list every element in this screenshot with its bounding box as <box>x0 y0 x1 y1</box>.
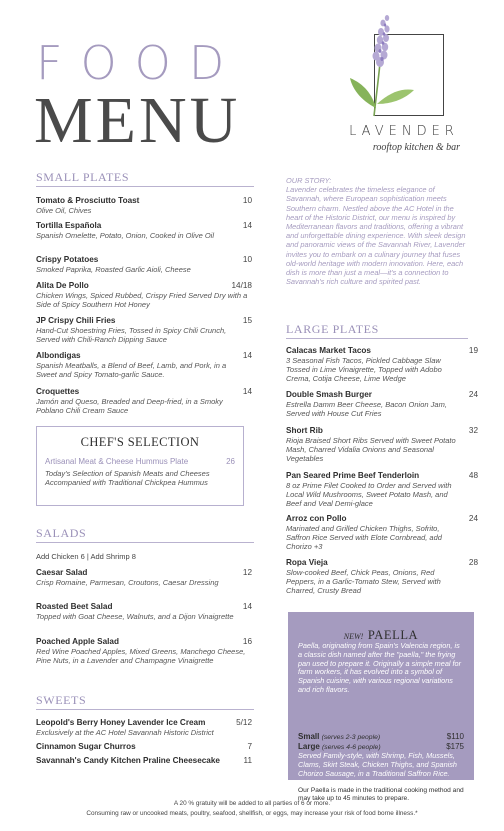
section-divider <box>286 338 468 339</box>
menu-item <box>36 351 252 380</box>
paella-large-price: $175 <box>446 742 464 751</box>
chefs-selection-box <box>36 426 244 506</box>
item-name: Crispy Potatoes <box>36 255 99 264</box>
item-name: Ropa Vieja <box>286 558 328 567</box>
item-name: Artisanal Meat & Cheese Hummus Plate <box>45 457 189 466</box>
item-name: Tomato & Prosciutto Toast <box>36 196 140 205</box>
menu-item <box>36 196 252 215</box>
menu-item <box>36 718 252 737</box>
item-desc: Olive Oil, Chives <box>36 206 92 215</box>
item-price: 7 <box>247 742 252 751</box>
menu-item <box>286 558 478 596</box>
item-desc: Red Wine Poached Apples, Mixed Greens, Manchego Cheese, Pine Nuts, in a Lavender and Champagne Vinaigrette <box>36 647 246 666</box>
item-price: 14 <box>242 221 252 230</box>
item-desc: Topped with Goat Cheese, Walnuts, and a Dijon Vinaigrette <box>36 612 234 621</box>
paella-desc: Paella, originating from Spain's Valencia region, is a classic dish named after the "paella," the frying pan used to prepare it. Originally a simple meal for farm workers, it has evolved into a symbol of Spanish cuisine, with various regional variations and rich flavors. <box>298 641 462 694</box>
item-price: 12 <box>242 568 252 577</box>
salad-addons: Add Chicken 6 | Add Shrimp 8 <box>36 552 136 561</box>
item-name: Tortilla Española <box>36 221 102 230</box>
item-price: 24 <box>468 390 478 399</box>
item-desc: 8 oz Prime Filet Cooked to Order and Served with Local Wild Mushrooms, Sweet Potato Mash, and Beef and Veal Demi-glace <box>286 481 452 509</box>
paella-large-label: Large <box>298 742 320 751</box>
brand-name: LAVENDER <box>349 124 459 139</box>
item-name: Short Rib <box>286 426 323 435</box>
section-divider <box>36 542 254 543</box>
small-plates-title: SMALL PLATES <box>36 170 130 184</box>
item-price: 48 <box>468 471 478 480</box>
brand-tagline: rooftop kitchen & bar <box>372 142 460 153</box>
item-desc: Slow-cooked Beef, Chick Peas, Onions, Red Peppers, in a Garlic-Tomato Stew, Served with Charred, Crusty Bread <box>286 568 441 596</box>
item-name: Alita De Pollo <box>36 281 89 290</box>
item-desc: Hand-Cut Shoestring Fries, Tossed in Spicy Chili Crunch, Served with Chili-Ranch Dipping Sauce <box>36 326 227 345</box>
item-name: Roasted Beet Salad <box>36 602 113 611</box>
food-warning: Consuming raw or uncooked meats, poultry, seafood, shellfish, or eggs, may increase your risk of food borne illness.* <box>86 810 418 817</box>
item-price: 10 <box>242 255 252 264</box>
menu-item <box>36 387 252 416</box>
item-desc: Marinated and Grilled Chicken Thighs, Sofrito, Saffron Rice Served with Elote Cornbread, add Chorizo +3 <box>286 524 442 552</box>
item-name: Croquettes <box>36 387 80 396</box>
menu-item <box>286 471 478 509</box>
item-name: Double Smash Burger <box>286 390 372 399</box>
item-price: 11 <box>243 756 252 765</box>
item-desc: Spanish Omelette, Potato, Onion, Cooked in Olive Oil <box>36 231 215 240</box>
salads-title: SALADS <box>36 526 87 540</box>
item-desc: Today's Selection of Spanish Meats and Cheeses Accompanied with Traditional Chickpea Hummus <box>45 469 210 488</box>
our-story-heading: OUR STORY: <box>286 176 332 185</box>
item-price: 10 <box>242 196 252 205</box>
item-desc: 3 Seasonal Fish Tacos, Pickled Cabbage Slaw Tossed in Lime Vinaigrette, Topped with Adobo Crema, Cotija Cheese, Lime Wedge <box>286 356 442 384</box>
paella-note: Our Paella is made in the traditional cooking method and may take up to 45 minutes to prepare. <box>298 787 464 803</box>
menu-item <box>36 637 252 666</box>
item-price: 14/18 <box>231 281 252 290</box>
lavender-flower-icon <box>330 8 440 118</box>
paella-small-note: (serves 2-3 people) <box>321 734 381 741</box>
item-name: JP Crispy Chili Fries <box>36 316 116 325</box>
menu-item <box>36 281 252 310</box>
item-desc: Exclusively at the AC Hotel Savannah Historic District <box>36 728 214 737</box>
menu-item <box>36 602 252 621</box>
item-name: Savannah's Candy Kitchen Praline Cheesecake <box>36 756 220 765</box>
our-story <box>286 176 468 286</box>
item-price: 14 <box>242 602 252 611</box>
item-price: 16 <box>242 637 252 646</box>
item-price: 28 <box>468 558 478 567</box>
large-plates-title: LARGE PLATES <box>286 322 379 336</box>
item-desc: Rioja Braised Short Ribs Served with Sweet Potato Mash, Charred Vidalia Onions and Seasonal Vegetables <box>286 436 456 464</box>
item-desc: Jamón and Queso, Breaded and Deep-fried, in a Smoky Poblano Chili Cream Sauce <box>36 397 223 416</box>
menu-item <box>286 514 478 552</box>
item-desc: Crisp Romaine, Parmesan, Croutons, Caesar Dressing <box>36 578 219 587</box>
menu-item <box>286 426 478 464</box>
item-price: 14 <box>242 351 252 360</box>
header-food: FOOD <box>36 36 243 90</box>
item-price: 32 <box>468 426 478 435</box>
item-name: Caesar Salad <box>36 568 88 577</box>
paella-small-price: $110 <box>446 732 464 741</box>
header-menu: MENU <box>34 84 241 157</box>
item-price: 19 <box>468 346 478 355</box>
paella-small-row <box>298 732 464 741</box>
paella-serve: Served Family-style, with Shrimp, Fish, Mussels, Clams, Skirt Steak, Chicken Thighs, and Spanish Chorizo Sausage, in a Traditional Saffron Rice. <box>298 751 457 778</box>
item-price: 26 <box>226 457 235 466</box>
menu-item <box>36 742 252 752</box>
paella-large-row <box>298 742 464 751</box>
gratuity-note: A 20 % gratuity will be added to all parties of 6 or more. <box>173 800 331 807</box>
item-price: 14 <box>242 387 252 396</box>
menu-item <box>36 756 252 766</box>
item-price: 15 <box>242 316 252 325</box>
chefs-selection-title: CHEF'S SELECTION <box>80 435 200 449</box>
sweets-title: SWEETS <box>36 693 87 707</box>
item-price: 24 <box>468 514 478 523</box>
paella-new-label: NEW! <box>343 632 364 641</box>
item-desc: Estrella Damm Beer Cheese, Bacon Onion Jam, Served with House Cut Fries <box>286 400 447 419</box>
item-price: 5/12 <box>236 718 252 727</box>
item-name: Calacas Market Tacos <box>286 346 371 355</box>
menu-item <box>286 390 478 419</box>
item-name: Leopold's Berry Honey Lavender Ice Cream <box>36 718 206 727</box>
item-desc: Smoked Paprika, Roasted Garlic Aioli, Cheese <box>36 265 191 274</box>
item-name: Cinnamon Sugar Churros <box>36 742 136 751</box>
item-name: Albondigas <box>36 351 81 360</box>
section-divider <box>36 186 254 187</box>
item-name: Poached Apple Salad <box>36 637 119 646</box>
menu-item <box>36 255 252 274</box>
our-story-text: Lavender celebrates the timeless elegance of Savannah, where European sophistication meets Southern charm. Nestled above the AC Hotel in the heart of the Historic District, our menu is inspired by Mediterranean flavors and traditions, offering a vibrant and unforgettable dining experience. With sleek design and panoramic views of the Savannah River, Lavender invites you to embark on a culinary journey that fuses old-world heritage with modern innovation. Here, each dish is more than just a meal—it's a connection to Savannah's rich culture and spirited past. <box>286 185 466 287</box>
item-name: Arroz con Pollo <box>286 514 347 523</box>
item-desc: Spanish Meatballs, a Blend of Beef, Lamb, and Pork, in a Sweet and Spicy Tomato-garlic Sauce. <box>36 361 227 380</box>
paella-large-note: (serves 4-6 people) <box>322 744 381 751</box>
menu-item <box>36 221 252 240</box>
menu-item <box>286 346 478 384</box>
paella-small-label: Small <box>298 732 320 741</box>
section-divider <box>36 709 254 710</box>
menu-item <box>36 316 252 345</box>
menu-item <box>36 568 252 587</box>
item-desc: Chicken Wings, Spiced Rubbed, Crispy Fried Served Dry with a Side of Spicy Southern Hot Honey <box>36 291 248 310</box>
paella-title: PAELLA <box>367 628 419 642</box>
item-name: Pan Seared Prime Beef Tenderloin <box>286 471 420 480</box>
